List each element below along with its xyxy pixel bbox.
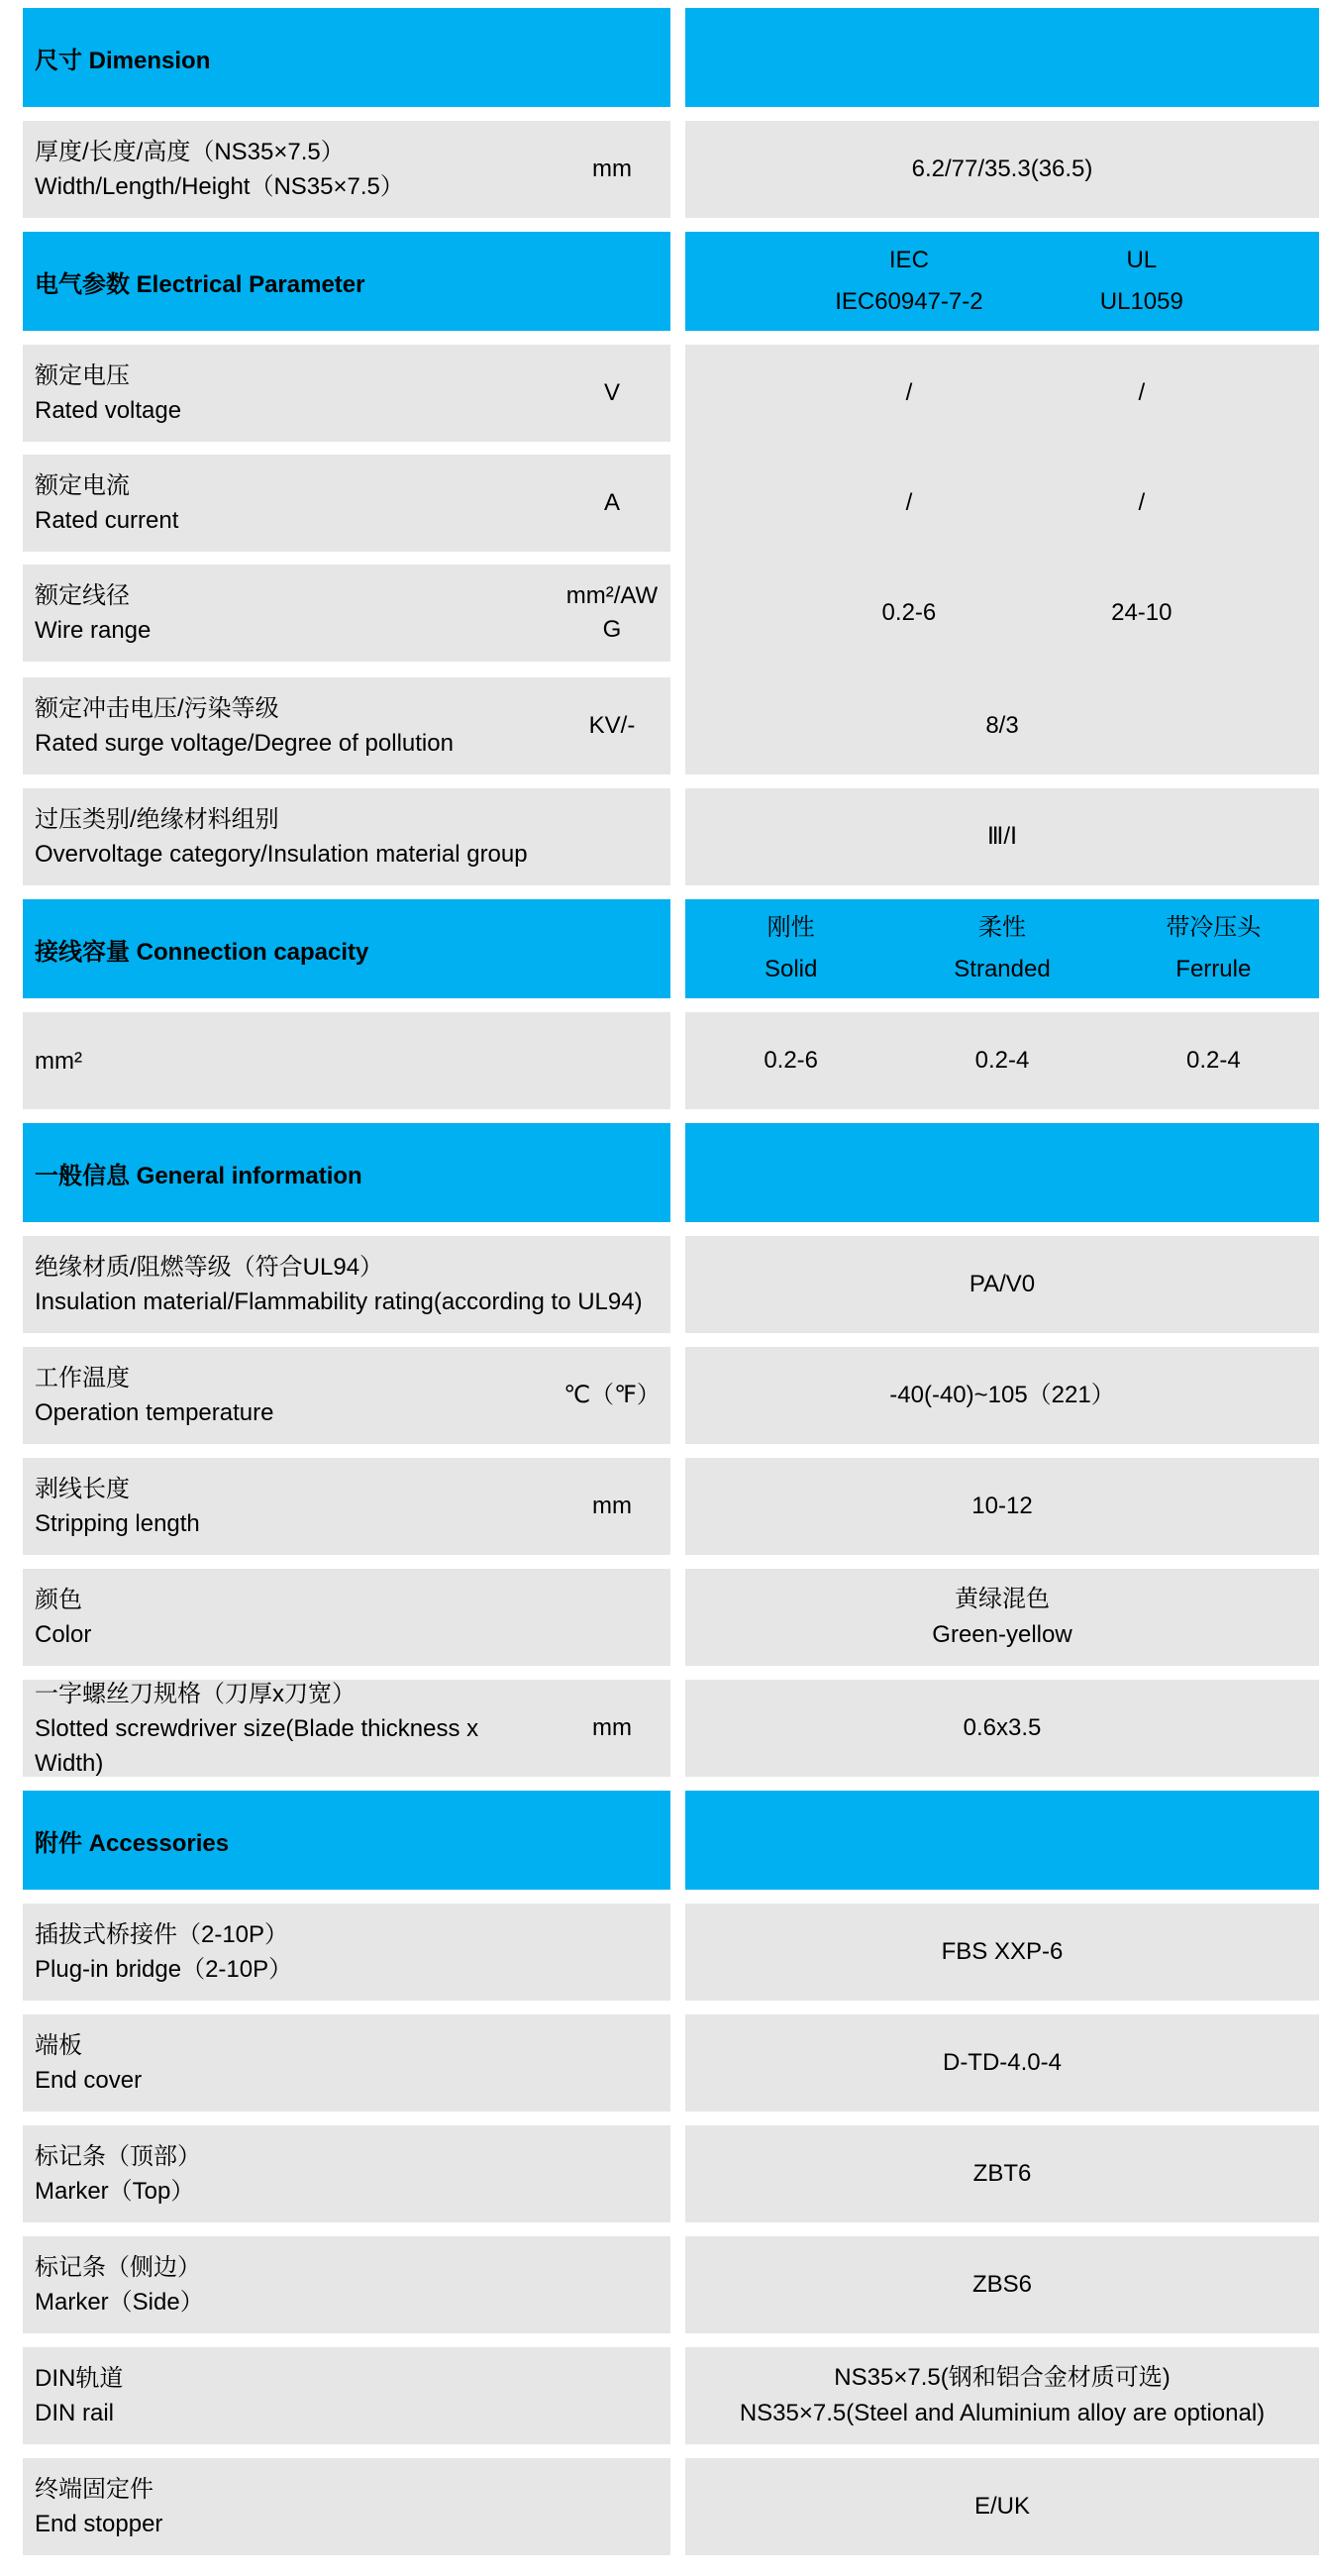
wire-range-values — [685, 565, 1319, 662]
section-header-accessories — [23, 1791, 1319, 1890]
label-en: Color — [35, 1621, 92, 1648]
ul-standard: UL1059 — [1099, 288, 1183, 315]
label-zh: DIN轨道 — [35, 2365, 124, 2392]
value: 8/3 — [985, 712, 1019, 739]
row-label — [23, 1250, 670, 1319]
solid-value: 0.2-6 — [764, 1047, 819, 1074]
size-value-cell — [685, 121, 1319, 218]
label-zh: 标记条（顶部） — [35, 2143, 201, 2170]
row-din-rail — [23, 2347, 1319, 2444]
section-title: 电气参数 Electrical Parameter — [35, 270, 365, 298]
ferrule-en: Ferrule — [1175, 956, 1252, 982]
value-en: NS35×7.5(Steel and Aluminium alloy are optional) — [739, 2400, 1266, 2426]
row-label — [23, 802, 670, 872]
label-zh: 额定线径 — [35, 582, 130, 609]
label-en: Rated current — [35, 507, 179, 534]
stripping-label-cell — [23, 1458, 670, 1555]
row-bridge — [23, 1904, 1319, 2001]
value: D-TD-4.0-4 — [942, 2049, 1062, 2076]
value: ZBT6 — [972, 2160, 1032, 2187]
section-title: 尺寸 Dimension — [35, 47, 211, 74]
electrical-header-columns-cell — [685, 232, 1319, 331]
unit-label: mm — [592, 1714, 632, 1741]
accessories-header-value-cell — [685, 1791, 1319, 1890]
label-en: Operation temperature — [35, 1399, 274, 1426]
temperature-label-cell — [23, 1347, 670, 1444]
row-label — [23, 691, 560, 761]
column-header-ul — [1100, 240, 1183, 323]
row-label — [23, 2028, 670, 2098]
value: PA/V0 — [969, 1271, 1036, 1297]
temperature-value-cell — [685, 1347, 1319, 1444]
ferrule-value: 0.2-4 — [1185, 1047, 1241, 1074]
row-label — [23, 578, 560, 648]
value-zh: NS35×7.5(钢和铝合金材质可选) — [834, 2364, 1171, 2391]
section-header-dimension — [23, 8, 1319, 107]
ul-value: 24-10 — [1111, 599, 1173, 626]
end-cover-label-cell — [23, 2014, 670, 2112]
row-end-stopper — [23, 2458, 1319, 2555]
label-zh: 标记条（侧边） — [35, 2254, 201, 2281]
rated-voltage-values — [685, 345, 1319, 442]
row-temperature — [23, 1347, 1319, 1444]
marker-side-label-cell — [23, 2236, 670, 2333]
label-en: End cover — [35, 2067, 143, 2094]
label-zh: 一字螺丝刀规格（刀厚x刀宽） — [35, 1680, 356, 1707]
section-header-electrical — [23, 232, 1319, 331]
label-en: Rated surge voltage/Degree of pollution — [35, 730, 454, 757]
row-label — [23, 468, 560, 538]
solid-zh: 刚性 — [766, 914, 815, 941]
ul-title: UL — [1126, 247, 1158, 273]
general-header-title-cell — [23, 1123, 670, 1222]
connection-header-columns-cell — [685, 899, 1319, 998]
section-title: 附件 Accessories — [35, 1829, 230, 1857]
row-screwdriver — [23, 1680, 1319, 1777]
iec-value: / — [905, 379, 913, 406]
label-en: Insulation material/Flammability rating(according to UL94) — [35, 1288, 643, 1315]
column-header-ferrule — [1166, 907, 1261, 990]
screwdriver-label-cell — [23, 1680, 670, 1777]
row-label — [23, 2472, 670, 2541]
unit-label: A — [603, 489, 620, 516]
dimension-header-title-cell — [23, 8, 670, 107]
row-label — [23, 359, 560, 428]
label-zh: 颜色 — [35, 1587, 82, 1613]
row-label — [23, 2139, 670, 2209]
insulation-value-cell — [685, 1236, 1319, 1333]
stranded-en: Stranded — [954, 956, 1051, 982]
solid-en: Solid — [764, 956, 818, 982]
row-marker-top — [23, 2125, 1319, 2222]
section-title: 接线容量 Connection capacity — [35, 938, 369, 966]
iec-standard: IEC60947-7-2 — [835, 288, 983, 315]
rated-current-values — [685, 455, 1319, 552]
value: 0.6x3.5 — [963, 1714, 1042, 1741]
label-zh: 额定电压 — [35, 362, 130, 389]
row-marker-side — [23, 2236, 1319, 2333]
din-rail-value-cell — [685, 2347, 1319, 2444]
electrical-group — [23, 345, 1319, 774]
row-label — [23, 1583, 670, 1652]
label-zh: 过压类别/绝缘材料组别 — [35, 806, 279, 833]
stranded-value: 0.2-4 — [974, 1047, 1030, 1074]
capacity-values-cell — [685, 1012, 1319, 1109]
label-zh: 绝缘材质/阻燃等级（符合UL94） — [35, 1254, 384, 1281]
section-title: 一般信息 General information — [35, 1162, 362, 1189]
row-color — [23, 1569, 1319, 1666]
row-label — [23, 1361, 560, 1430]
marker-top-value-cell — [685, 2125, 1319, 2222]
row-label — [23, 1917, 670, 1987]
unit-label: mm — [592, 1493, 632, 1519]
label-en: Width/Length/Height（NS35×7.5） — [35, 173, 404, 200]
row-label — [23, 2361, 670, 2430]
iec-value: / — [905, 489, 913, 516]
iec-value: 0.2-6 — [881, 599, 937, 626]
stranded-zh: 柔性 — [977, 914, 1026, 941]
unit-label: KV/- — [588, 712, 636, 739]
column-header-stranded — [954, 907, 1050, 990]
overvoltage-label-cell — [23, 788, 670, 885]
unit-label: mm — [592, 155, 632, 182]
row-overvoltage — [23, 788, 1319, 885]
column-header-solid — [765, 907, 817, 990]
surge-voltage-label-cell — [23, 677, 670, 774]
value: Ⅲ/Ⅰ — [986, 823, 1018, 850]
label-en: Marker（Top） — [35, 2178, 195, 2205]
label-en: Stripping length — [35, 1510, 200, 1537]
row-label — [23, 1472, 560, 1541]
value-en: Green-yellow — [932, 1621, 1072, 1648]
din-rail-label-cell — [23, 2347, 670, 2444]
row-size — [23, 121, 1319, 218]
label-en: Overvoltage category/Insulation material group — [35, 841, 528, 868]
label-en: Marker（Side） — [35, 2289, 204, 2316]
row-capacity — [23, 1012, 1319, 1109]
row-stripping — [23, 1458, 1319, 1555]
rated-voltage-label-cell — [23, 345, 670, 442]
value: 6.2/77/35.3(36.5) — [911, 155, 1093, 182]
column-header-iec — [835, 240, 982, 323]
label-en: Wire range — [35, 617, 152, 644]
section-header-general — [23, 1123, 1319, 1222]
capacity-label-cell — [23, 1012, 670, 1109]
wire-range-label-cell — [23, 565, 670, 662]
rated-current-label-cell — [23, 455, 670, 552]
accessories-header-title-cell — [23, 1791, 670, 1890]
marker-top-label-cell — [23, 2125, 670, 2222]
screwdriver-value-cell — [685, 1680, 1319, 1777]
unit-label: ℃（℉） — [563, 1382, 661, 1408]
label-zh: 端板 — [35, 2032, 82, 2059]
row-label — [23, 135, 560, 204]
iec-title: IEC — [888, 247, 929, 273]
end-cover-value-cell — [685, 2014, 1319, 2112]
end-stopper-value-cell — [685, 2458, 1319, 2555]
row-label — [23, 1677, 560, 1781]
label-zh: 额定冲击电压/污染等级 — [35, 695, 279, 722]
ul-value: / — [1138, 489, 1146, 516]
row-label — [23, 1044, 670, 1079]
label-en: End stopper — [35, 2511, 163, 2537]
section-header-connection — [23, 899, 1319, 998]
electrical-header-title-cell — [23, 232, 670, 331]
row-label — [23, 2250, 670, 2319]
value: -40(-40)~105（221） — [889, 1382, 1115, 1408]
label-zh: 插拔式桥接件（2-10P） — [35, 1921, 289, 1948]
electrical-group-values-cell — [685, 345, 1319, 774]
label-zh: 厚度/长度/高度（NS35×7.5） — [35, 139, 345, 165]
connection-header-title-cell — [23, 899, 670, 998]
label-zh: 工作温度 — [35, 1365, 130, 1391]
stripping-value-cell — [685, 1458, 1319, 1555]
label-en: Rated voltage — [35, 397, 182, 424]
label-zh: 剥线长度 — [35, 1476, 130, 1502]
color-value-cell — [685, 1569, 1319, 1666]
label-zh: 终端固定件 — [35, 2476, 153, 2503]
marker-side-value-cell — [685, 2236, 1319, 2333]
value: FBS XXP-6 — [941, 1938, 1064, 1965]
insulation-label-cell — [23, 1236, 670, 1333]
ul-value: / — [1138, 379, 1146, 406]
bridge-label-cell — [23, 1904, 670, 2001]
electrical-group-left — [23, 345, 670, 774]
label-zh: 额定电流 — [35, 472, 130, 499]
value: 10-12 — [971, 1493, 1033, 1519]
end-stopper-label-cell — [23, 2458, 670, 2555]
bridge-value-cell — [685, 1904, 1319, 2001]
dimension-header-value-cell — [685, 8, 1319, 107]
label-en: Plug-in bridge（2-10P） — [35, 1956, 293, 1983]
color-label-cell — [23, 1569, 670, 1666]
general-header-value-cell — [685, 1123, 1319, 1222]
value: E/UK — [973, 2493, 1030, 2520]
value: ZBS6 — [971, 2271, 1033, 2298]
label-en: Slotted screwdriver size(Blade thickness x Width) — [35, 1714, 479, 1777]
size-label-cell — [23, 121, 670, 218]
surge-voltage-value-row — [685, 677, 1319, 774]
ferrule-zh: 带冷压头 — [1166, 914, 1262, 941]
row-end-cover — [23, 2014, 1319, 2112]
label-en: DIN rail — [35, 2400, 115, 2426]
row-insulation — [23, 1236, 1319, 1333]
unit-label: V — [603, 379, 620, 406]
value-zh: 黄绿混色 — [955, 1586, 1050, 1612]
label: mm² — [35, 1047, 82, 1075]
overvoltage-value-cell — [685, 788, 1319, 885]
unit-label: mm²/AWG — [565, 582, 659, 643]
